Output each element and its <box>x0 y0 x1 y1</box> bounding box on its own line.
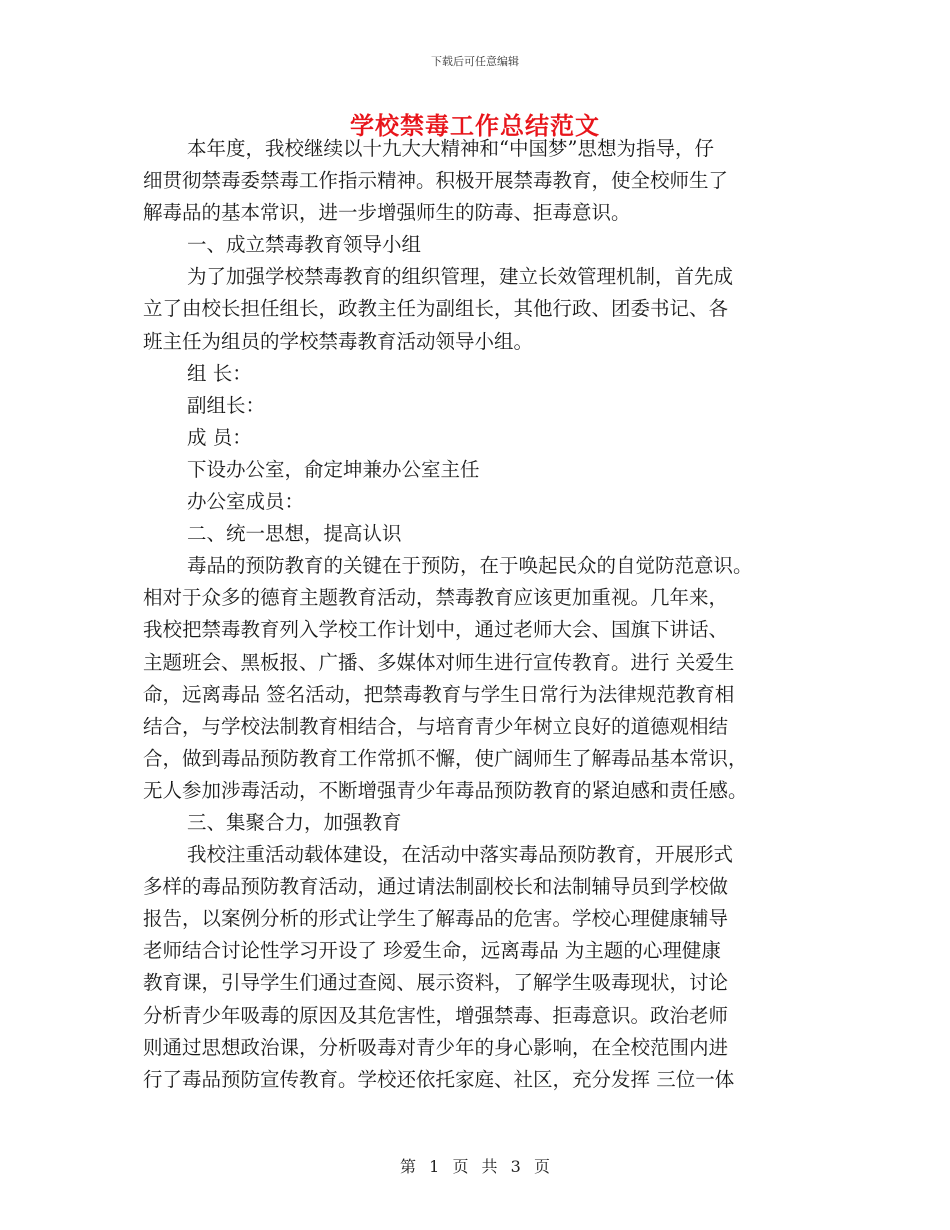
text-line: 教育课，引导学生们通过查阅、展示资料，了解学生吸毒现状，讨论 <box>143 971 729 995</box>
text-line: 副组长： <box>187 393 266 417</box>
document-title: 学校禁毒工作总结范文 <box>350 111 600 140</box>
text-line: 主题班会、黑板报、广播、多媒体对师生进行宣传教育。进行 关爱生 <box>143 650 735 674</box>
text-line: 组 长： <box>187 361 252 385</box>
text-line: 下设办公室，俞定坤兼办公室主任 <box>187 457 480 481</box>
header-note: 下载后可任意编辑 <box>431 55 519 68</box>
text-line: 本年度，我校继续以十九大大精神和“中国梦”思想为指导，仔 <box>187 137 714 160</box>
text-line: 立了由校长担任组长，政教主任为副组长，其他行政、团委书记、各 <box>143 297 729 321</box>
page-footer <box>0 1154 950 1177</box>
text-line: 分析青少年吸毒的原因及其危害性，增强禁毒、拒毒意识。政治老师 <box>143 1003 729 1027</box>
text-line: 班主任为组员的学校禁毒教育活动领导小组。 <box>143 329 534 353</box>
text-line: 办公室成员： <box>187 490 305 514</box>
text-line: 为了加强学校禁毒教育的组织管理，建立长效管理机制，首先成 <box>187 265 734 289</box>
text-line: 解毒品的基本常识，进一步增强师生的防毒、拒毒意识。 <box>143 201 631 225</box>
text-line: 成 员： <box>187 425 252 449</box>
text-line: 无人参加涉毒活动，不断增强青少年毒品预防教育的紧迫感和责任感。 <box>143 778 748 802</box>
footer-prefix: 第 <box>400 1157 417 1176</box>
text-line: 相对于众多的德育主题教育活动，禁毒教育应该更加重视。几年来， <box>143 586 729 610</box>
text-line: 命，远离毒品 签名活动，把禁毒教育与学生日常行为法律规范教育相 <box>143 682 735 706</box>
text-line: 细贯彻禁毒委禁毒工作指示精神。积极开展禁毒教育，使全校师生了 <box>143 169 729 193</box>
text-line: 三、集聚合力，加强教育 <box>187 810 402 834</box>
text-line: 合，做到毒品预防教育工作常抓不懈，使广阔师生了解毒品基本常识， <box>143 746 748 770</box>
text-line: 报告，以案例分析的形式让学生了解毒品的危害。学校心理健康辅导 <box>143 907 729 931</box>
footer-total-pages: 3 <box>510 1157 521 1176</box>
footer-page-word: 页 <box>452 1157 469 1176</box>
text-line: 我校注重活动载体建设，在活动中落实毒品预防教育，开展形式 <box>187 843 734 867</box>
document-body <box>143 133 813 1096</box>
footer-total-word: 共 <box>481 1157 498 1176</box>
text-line: 一、成立禁毒教育领导小组 <box>187 233 422 257</box>
text-line: 老师结合讨论性学习开设了 珍爱生命，远离毒品 为主题的心理健康 <box>143 939 721 963</box>
text-line: 结合，与学校法制教育相结合，与培育青少年树立良好的道德观相结 <box>143 714 729 738</box>
footer-suffix: 页 <box>533 1157 550 1176</box>
footer-current-page: 1 <box>429 1157 440 1176</box>
text-line: 行了毒品预防宣传教育。学校还依托家庭、社区，充分发挥 三位一体 <box>143 1067 735 1091</box>
text-line: 我校把禁毒教育列入学校工作计划中，通过老师大会、国旗下讲话、 <box>143 618 729 642</box>
text-line: 则通过思想政治课，分析吸毒对青少年的身心影响，在全校范围内进 <box>143 1035 729 1059</box>
text-line: 多样的毒品预防教育活动，通过请法制副校长和法制辅导员到学校做 <box>143 875 729 899</box>
text-line: 二、统一思想，提高认识 <box>187 522 402 546</box>
text-line: 毒品的预防教育的关键在于预防，在于唤起民众的自觉防范意识。 <box>187 554 753 578</box>
